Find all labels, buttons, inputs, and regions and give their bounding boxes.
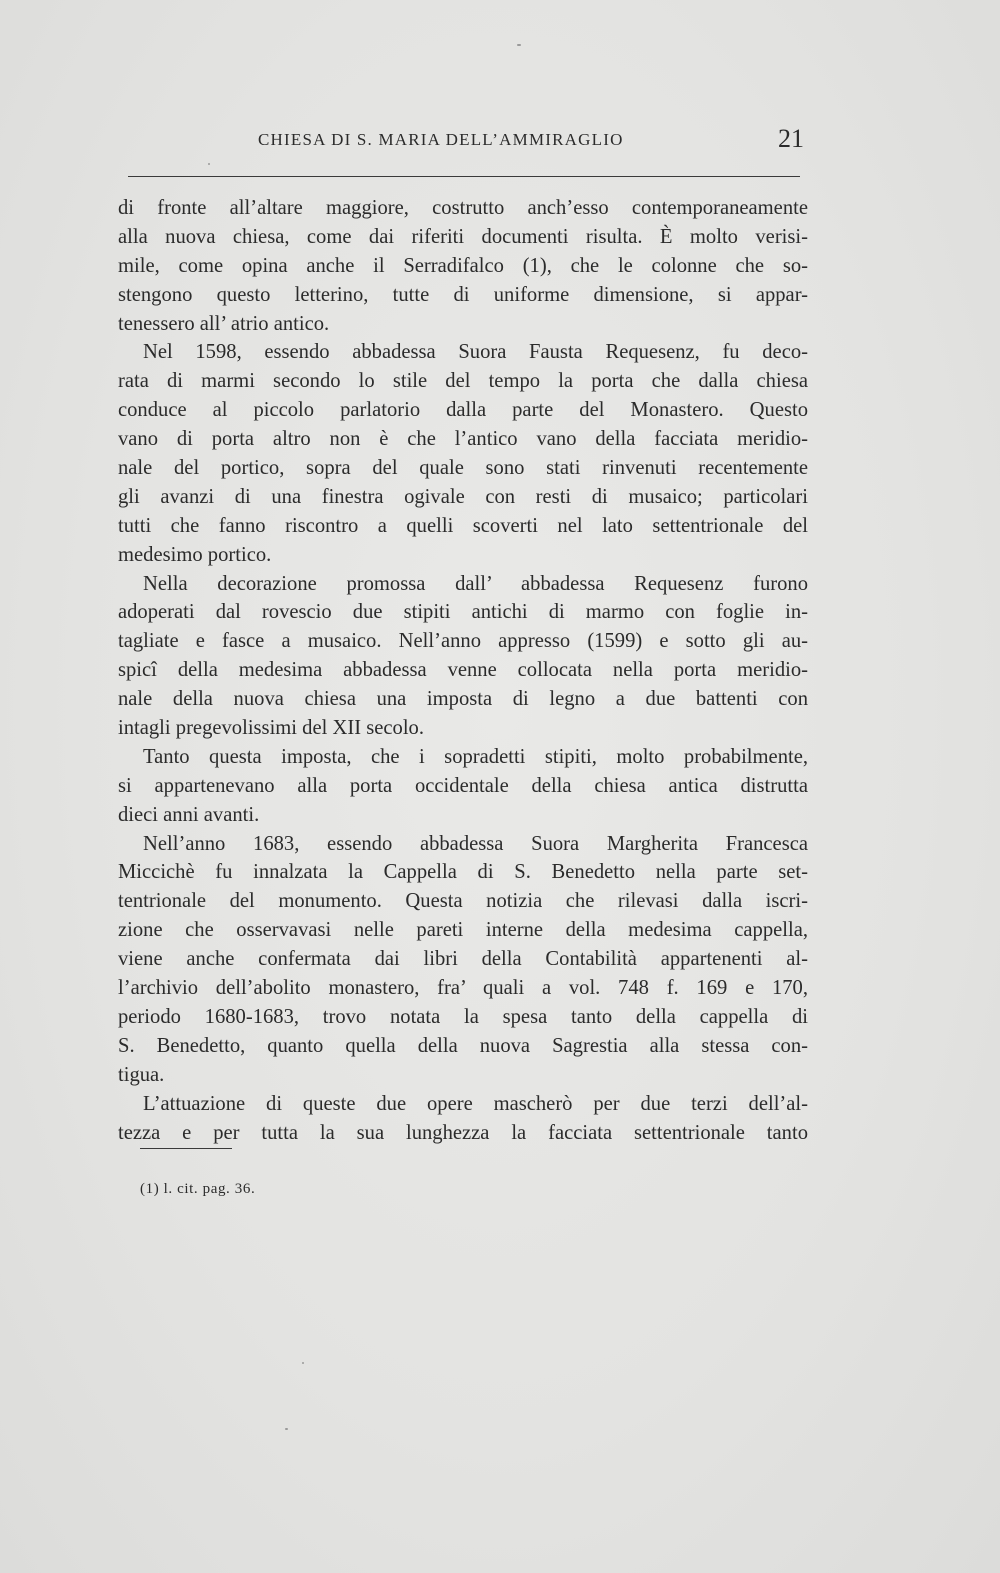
text-line: Nel 1598, essendo abbadessa Suora Fausta Requesenz, fu deco- [143,341,808,364]
text-line: L’attuazione di queste due opere mascherò per due terzi dell’al- [143,1092,808,1115]
text-line: nale della nuova chiesa una imposta di legno a due battenti con [118,688,808,711]
text-line: zione che osservavasi nelle pareti interne della medesima cappella, [118,919,808,942]
header-rule [128,176,800,177]
text-line: tentrionale del monumento. Questa notizia che rilevasi dalla iscri- [118,890,808,913]
footnote-rule [140,1148,232,1149]
text-line: tutti che fanno riscontro a quelli scoverti nel lato settentrionale del [118,514,808,537]
text-line: mile, come opina anche il Serradifalco (1), che le colonne che so- [118,254,808,277]
text-line: Miccichè fu innalzata la Cappella di S. Benedetto nella parte set- [118,861,808,884]
text-line: nale del portico, sopra del quale sono stati rinvenuti recentemente [118,457,808,480]
text-line: Tanto questa imposta, che i sopradetti stipiti, molto probabilmente, [143,745,808,768]
text-line: S. Benedetto, quanto quella della nuova Sagrestia alla stessa con- [118,1034,808,1057]
text-line: intagli pregevolissimi del XII secolo. [118,717,424,740]
text-line: rata di marmi secondo lo stile del tempo la porta che dalla chiesa [118,370,808,393]
text-line: tagliate e fasce a musaico. Nell’anno appresso (1599) e sotto gli au- [118,630,808,653]
paper-speck [302,1362,304,1364]
text-line: si appartenevano alla porta occidentale della chiesa antica distrutta [118,774,808,797]
text-line: spicî della medesima abbadessa venne collocata nella porta meridio- [118,659,808,682]
paper-speck [517,44,521,46]
running-head [118,124,804,156]
text-line: tigua. [118,1063,165,1086]
text-line: adoperati dal rovescio due stipiti antichi di marmo con foglie in- [118,601,808,624]
text-line: dieci anni avanti. [118,803,260,826]
text-line: tenessero all’ atrio antico. [118,312,330,335]
page-number: 21 [778,124,804,153]
running-title: CHIESA DI S. MARIA DELL’AMMIRAGLIO [258,130,624,149]
text-line: vano di porta altro non è che l’antico vano della facciata meridio- [118,428,808,451]
text-line: di fronte all’altare maggiore, costrutto anch’esso contemporaneamente [118,197,808,219]
text-line: tezza e per tutta la sua lunghezza la facciata settentrionale tanto [118,1121,808,1144]
text-line: periodo 1680-1683, trovo notata la spesa tanto della cappella di [118,1005,808,1028]
paper-speck [208,163,210,165]
footnote: (1) l. cit. pag. 36. [140,1181,256,1197]
text-line: stengono questo letterino, tutte di uniforme dimensione, si appar- [118,283,808,306]
paper-speck [285,1428,288,1430]
text-line: medesimo portico. [118,543,272,566]
text-line: gli avanzi di una finestra ogivale con resti di musaico; particolari [118,485,808,508]
text-line: alla nuova chiesa, come dai riferiti documenti risulta. È molto verisi- [118,225,808,248]
text-line: Nell’anno 1683, essendo abbadessa Suora Margherita Francesca [143,832,808,855]
body-text [118,194,808,1147]
text-line: Nella decorazione promossa dall’ abbadessa Requesenz furono [143,572,808,595]
text-line: l’archivio dell’abolito monastero, fra’ quali a vol. 748 f. 169 e 170, [118,977,808,1000]
text-line: viene anche confermata dai libri della Contabilità appartenenti al- [118,948,808,971]
text-line: conduce al piccolo parlatorio dalla parte del Monastero. Questo [118,399,808,422]
